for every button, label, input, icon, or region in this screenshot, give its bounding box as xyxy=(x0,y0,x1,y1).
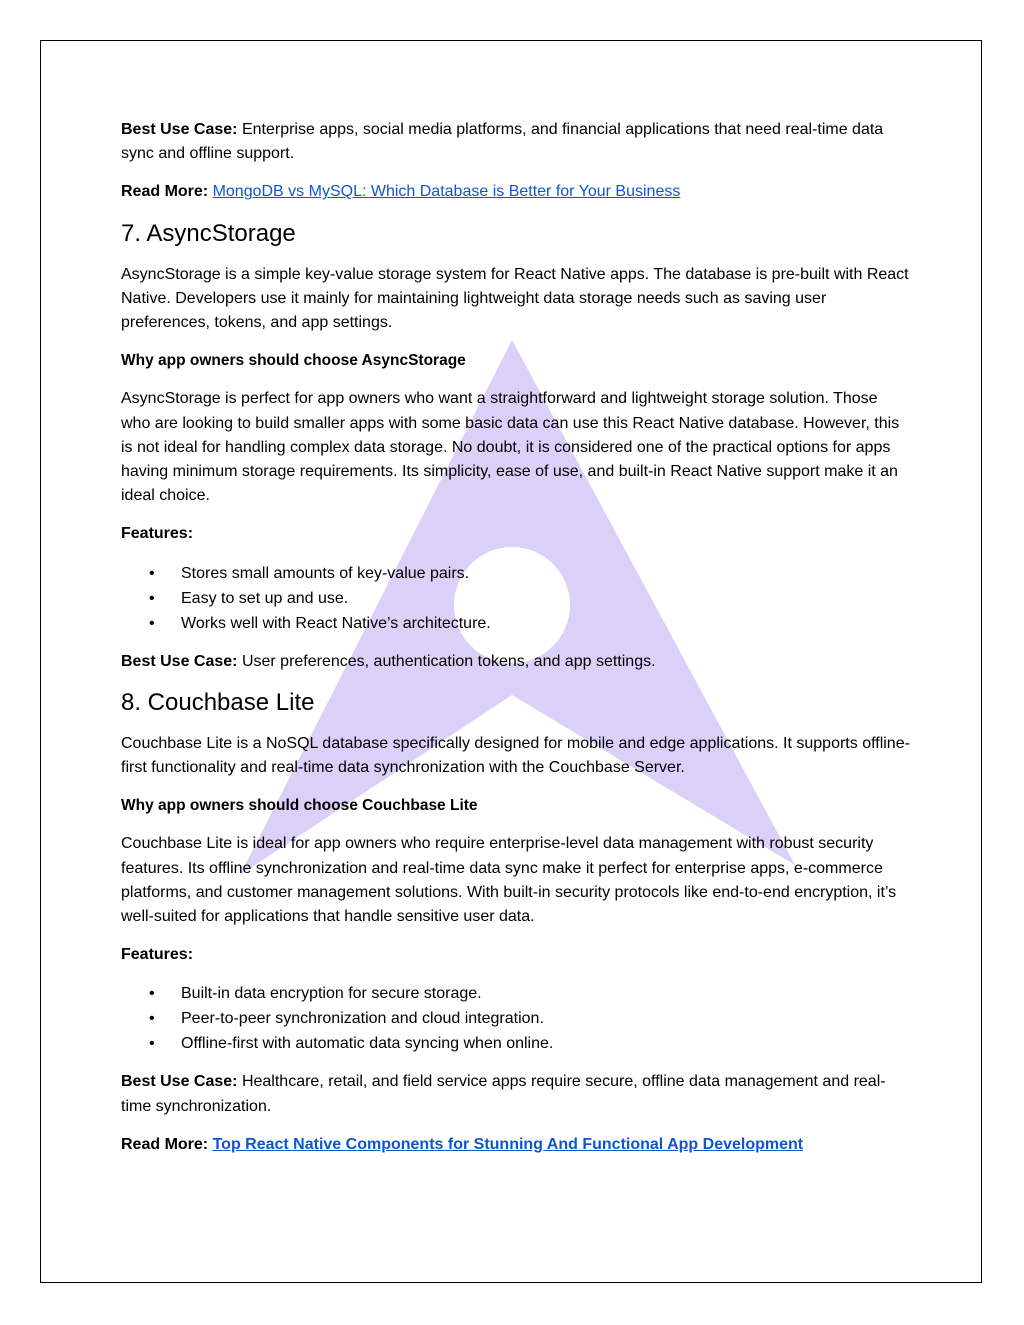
asyncstorage-why-text: AsyncStorage is perfect for app owners who want a straightforward and lightweight storage solution. Those who are looking to build smaller apps with some basic data can use this React Native database. However, this is not ideal for handling complex data storage. No doubt, it is considered one of the practical options for apps having minimum storage requirements. Its simplicity, ease of use, and built-in React Native support make it an ideal choice. xyxy=(121,390,900,505)
couchbase-features-list xyxy=(121,981,911,1056)
asyncstorage-features-list xyxy=(121,561,911,636)
bullet-icon: • xyxy=(149,1035,155,1053)
document-body xyxy=(121,118,911,1171)
best-use-case-paragraph xyxy=(121,118,911,166)
asyncstorage-features-label: Features: xyxy=(121,525,194,543)
read-more-label: Read More: xyxy=(121,1135,209,1153)
bullet-icon: • xyxy=(149,614,155,632)
best-use-case-label: Best Use Case: xyxy=(121,121,238,138)
couchbase-best-use-case xyxy=(121,1070,911,1118)
read-more-mongodb-link[interactable]: MongoDB vs MySQL: Which Database is Better for Your Business xyxy=(212,183,681,201)
bullet-icon: • xyxy=(149,564,155,582)
read-more-label: Read More: xyxy=(121,183,209,201)
best-use-case-text: Healthcare, retail, and field service apps require secure, offline data management and real-time synchronization. xyxy=(121,1073,886,1115)
read-more-paragraph xyxy=(121,1133,911,1157)
best-use-case-label: Best Use Case: xyxy=(121,652,238,670)
bullet-icon: • xyxy=(149,1010,155,1028)
bullet-icon: • xyxy=(149,589,155,607)
read-more-react-native-components-link[interactable]: Top React Native Components for Stunning And Functional App Development xyxy=(212,1135,804,1153)
section-heading-couchbase-lite: 8. Couchbase Lite xyxy=(121,688,315,716)
best-use-case-text: Enterprise apps, social media platforms, and financial applications that need real-time data sync and offline support. xyxy=(121,121,884,163)
asyncstorage-best-use-case xyxy=(121,650,911,674)
section-heading-asyncstorage: 7. AsyncStorage xyxy=(121,219,296,247)
read-more-paragraph xyxy=(121,180,911,204)
couchbase-why-text: Couchbase Lite is ideal for app owners who require enterprise-level data management with robust security features. Its offline synchronization and real-time data sync make it perfect for enterprise apps, e-commerce platforms, and customer management solutions. With built-in security protocols like end-to-end encryption, it’s well-suited for applications that handle sensitive user data. xyxy=(121,835,897,926)
best-use-case-label: Best Use Case: xyxy=(121,1073,238,1091)
list-item: • Easy to set up and use. xyxy=(121,586,911,611)
asyncstorage-why-heading: Why app owners should choose AsyncStorage xyxy=(121,352,466,370)
list-item: • Peer-to-peer synchronization and cloud integration. xyxy=(121,1006,911,1031)
list-item: • Offline-first with automatic data syncing when online. xyxy=(121,1031,911,1056)
couchbase-intro: Couchbase Lite is a NoSQL database specifically designed for mobile and edge applications. It supports offline-first functionality and real-time data synchronization with the Couchbase Server. xyxy=(121,734,910,777)
list-item: • Built-in data encryption for secure storage. xyxy=(121,981,911,1006)
best-use-case-text: User preferences, authentication tokens, and app settings. xyxy=(237,652,656,670)
couchbase-features-label: Features: xyxy=(121,946,194,964)
couchbase-why-heading: Why app owners should choose Couchbase Lite xyxy=(121,797,478,815)
list-item: • Works well with React Native’s architecture. xyxy=(121,611,911,636)
list-item: • Stores small amounts of key-value pairs. xyxy=(121,561,911,586)
asyncstorage-intro: AsyncStorage is a simple key-value storage system for React Native apps. The database is pre-built with React Native. Developers use it mainly for maintaining lightweight data storage needs such as saving user preferences, tokens, and app settings. xyxy=(121,265,909,332)
bullet-icon: • xyxy=(149,985,155,1003)
